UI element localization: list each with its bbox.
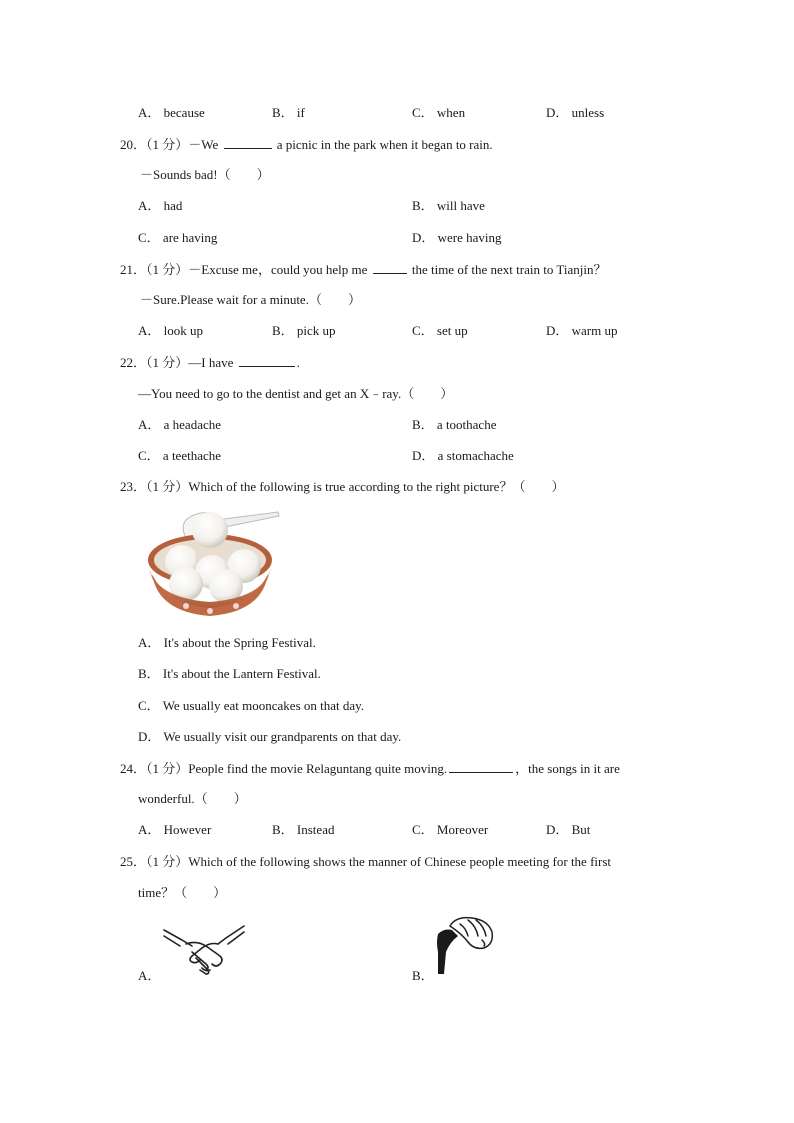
q24-stem: 24．（1 分）People find the movie Relaguntang quite moving. ，the songs in it are bbox=[120, 761, 620, 776]
q19-option-a[interactable]: A． because bbox=[138, 105, 205, 120]
q20-option-c[interactable]: C． are having bbox=[138, 230, 218, 245]
q20-stem: 20．（1 分）－We a picnic in the park when it began to rain. bbox=[120, 137, 493, 152]
q20-option-b[interactable]: B． will have bbox=[412, 198, 485, 213]
handshake-icon bbox=[162, 922, 246, 978]
q25-option-b[interactable]: B． bbox=[412, 968, 434, 983]
tangyuan-bowl-image bbox=[146, 508, 282, 618]
q25-stem: 25．（1 分）Which of the following shows the manner of Chinese people meeting for the first bbox=[120, 854, 612, 869]
q21-line2: －Sure.Please wait for a minute.（ ） bbox=[140, 292, 361, 307]
q24-option-d[interactable]: D． But bbox=[546, 822, 591, 837]
q21-blank[interactable] bbox=[373, 260, 407, 274]
q23-option-a[interactable]: A． It's about the Spring Festival. bbox=[138, 635, 316, 650]
q22-stem: 22．（1 分）—I have . bbox=[120, 355, 300, 370]
q21-option-c[interactable]: C． set up bbox=[412, 323, 468, 338]
q19-option-d[interactable]: D． unless bbox=[546, 105, 605, 120]
q23-option-d[interactable]: D． We usually visit our grandparents on that day. bbox=[138, 729, 402, 744]
q22-option-c[interactable]: C． a teethache bbox=[138, 448, 222, 463]
q22-blank[interactable] bbox=[239, 353, 295, 367]
q24-blank[interactable] bbox=[449, 759, 513, 773]
q22-line2: —You need to go to the dentist and get an X﹣ray.（ ） bbox=[138, 386, 454, 401]
q21-option-d[interactable]: D． warm up bbox=[546, 323, 618, 338]
q19-option-b[interactable]: B． if bbox=[272, 105, 305, 120]
q19-option-c[interactable]: C． when bbox=[412, 105, 466, 120]
q23-option-c[interactable]: C． We usually eat mooncakes on that day. bbox=[138, 698, 365, 713]
q25-line2: time？（ ） bbox=[138, 885, 227, 900]
q21-option-a[interactable]: A． look up bbox=[138, 323, 204, 338]
bowing-person-icon bbox=[432, 912, 498, 978]
q23-option-b[interactable]: B． It's about the Lantern Festival. bbox=[138, 666, 321, 681]
q21-option-b[interactable]: B． pick up bbox=[272, 323, 336, 338]
q20-line2: －Sounds bad!（ ） bbox=[140, 167, 270, 182]
q24-option-a[interactable]: A． However bbox=[138, 822, 212, 837]
q24-line2: wonderful.（ ） bbox=[138, 791, 247, 806]
q21-stem: 21．（1 分）－Excuse me，could you help me the time of the next train to Tianjin？ bbox=[120, 262, 607, 277]
q20-blank[interactable] bbox=[224, 135, 272, 149]
q22-option-a[interactable]: A． a headache bbox=[138, 417, 222, 432]
q22-option-b[interactable]: B． a toothache bbox=[412, 417, 497, 432]
q23-stem: 23．（1 分）Which of the following is true according to the right picture？（ ） bbox=[120, 479, 565, 494]
q22-option-d[interactable]: D． a stomachache bbox=[412, 448, 514, 463]
q24-option-b[interactable]: B． Instead bbox=[272, 822, 335, 837]
q20-option-a[interactable]: A． had bbox=[138, 198, 183, 213]
q25-option-a[interactable]: A． bbox=[138, 968, 161, 983]
q24-option-c[interactable]: C． Moreover bbox=[412, 822, 489, 837]
q20-option-d[interactable]: D． were having bbox=[412, 230, 502, 245]
